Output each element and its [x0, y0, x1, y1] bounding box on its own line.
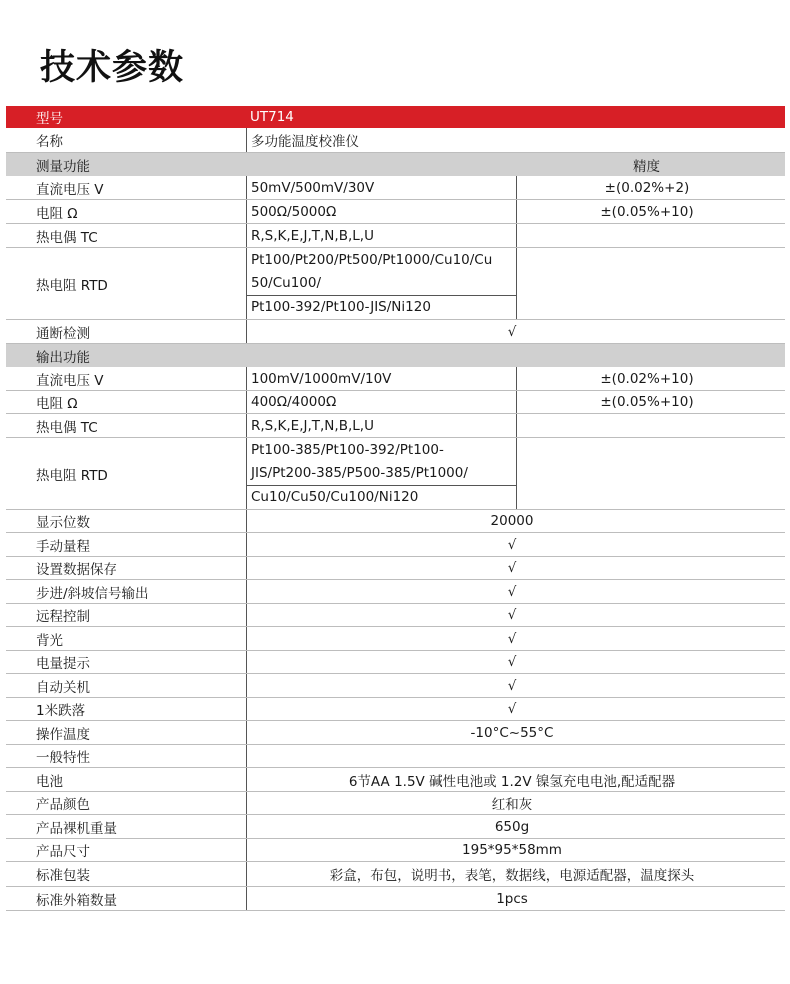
- row-label: 远程控制: [36, 609, 90, 625]
- row-label: 标准包装: [36, 868, 90, 884]
- row-value: √: [246, 698, 777, 720]
- row-label: 热电偶 TC: [36, 419, 98, 436]
- row-value: R,S,K,E,J,T,N,B,L,U: [246, 414, 516, 437]
- row-value: √: [246, 604, 777, 626]
- row-label: 直流电压 V: [36, 181, 104, 198]
- row-value: √: [246, 580, 777, 603]
- rtd-line: Pt100-392/Pt100-JIS/Ni120: [251, 299, 431, 316]
- row-value: -10°C~55°C: [246, 721, 777, 744]
- row-value: R,S,K,E,J,T,N,B,L,U: [246, 224, 516, 247]
- spec-row: [6, 839, 785, 862]
- row-label: 1米跌落: [36, 703, 86, 719]
- spec-row: [6, 674, 785, 698]
- spec-row: [6, 604, 785, 627]
- row-value: √: [246, 651, 777, 673]
- spec-row: [6, 533, 785, 557]
- row-accuracy: [516, 248, 777, 319]
- spec-table: [6, 106, 785, 911]
- row-label: 标准外箱数量: [36, 892, 117, 909]
- spec-row: [6, 721, 785, 745]
- row-value: 1pcs: [246, 887, 777, 910]
- spec-row: [6, 862, 785, 887]
- spec-row: [6, 367, 785, 391]
- row-value: [246, 745, 777, 767]
- rtd-value: [246, 438, 516, 509]
- row-label: 电阻 Ω: [36, 205, 78, 222]
- section-label: 测量功能: [36, 158, 90, 175]
- row-label: 电池: [36, 773, 63, 790]
- row-label: 产品尺寸: [36, 844, 90, 860]
- spec-row: [6, 557, 785, 580]
- rtd-row: [6, 438, 785, 510]
- rtd-line: JIS/Pt200-385/P500-385/Pt1000/: [251, 464, 468, 481]
- row-label: 直流电压 V: [36, 372, 104, 389]
- model-label: 型号: [36, 111, 63, 127]
- spec-row: [6, 580, 785, 604]
- row-label: 通断检测: [36, 325, 90, 342]
- row-value: √: [246, 557, 777, 579]
- row-label: 热电阻 RTD: [36, 467, 108, 484]
- spec-row: [6, 627, 785, 651]
- row-accuracy: ±(0.05%+10): [516, 200, 777, 223]
- row-accuracy: [516, 414, 777, 437]
- spec-row: [6, 651, 785, 674]
- spec-row: [6, 224, 785, 248]
- output-section-header: [6, 344, 785, 367]
- spec-row: [6, 176, 785, 200]
- row-value: √: [246, 674, 777, 697]
- row-label: 手动量程: [36, 538, 90, 555]
- spec-row: [6, 414, 785, 438]
- row-value: 195*95*58mm: [246, 839, 777, 861]
- spec-row: [6, 815, 785, 839]
- row-value: 50mV/500mV/30V: [246, 176, 516, 199]
- row-accuracy: ±(0.05%+10): [516, 391, 777, 413]
- row-value: √: [246, 533, 777, 556]
- spec-row: [6, 391, 785, 414]
- row-accuracy: ±(0.02%+2): [516, 176, 777, 199]
- row-label: 设置数据保存: [36, 562, 117, 578]
- row-value: 650g: [246, 815, 777, 838]
- row-label: 操作温度: [36, 726, 90, 743]
- row-label: 热电阻 RTD: [36, 277, 108, 294]
- spec-row: [6, 792, 785, 815]
- spec-row: [6, 745, 785, 768]
- spec-row: [6, 768, 785, 792]
- measure-section-header: [6, 153, 785, 176]
- row-accuracy: [516, 224, 777, 247]
- row-value: 彩盒，布包，说明书，表笔，数据线，电源适配器，温度探头: [246, 862, 777, 886]
- row-value: √: [246, 320, 777, 343]
- rtd-row: [6, 248, 785, 320]
- spec-row: [6, 320, 785, 344]
- row-label: 热电偶 TC: [36, 229, 98, 246]
- row-label: 自动关机: [36, 679, 90, 696]
- row-label: 显示位数: [36, 515, 90, 531]
- row-value: 20000: [246, 510, 777, 532]
- rtd-line: 50/Cu100/: [251, 274, 322, 291]
- row-value: 红和灰: [246, 792, 777, 814]
- model-row: [6, 106, 785, 128]
- row-value: 400Ω/4000Ω: [246, 391, 516, 413]
- row-accuracy: ±(0.02%+10): [516, 367, 777, 390]
- row-label: 名称: [36, 134, 63, 150]
- row-value: 6节AA 1.5V 碱性电池或 1.2V 镍氢充电电池,配适配器: [246, 768, 777, 791]
- spec-row: [6, 510, 785, 533]
- rtd-line: Pt100-385/Pt100-392/Pt100-: [251, 441, 444, 458]
- spec-row: [6, 200, 785, 224]
- row-label: 背光: [36, 632, 63, 649]
- accuracy-header: 精度: [633, 158, 660, 175]
- row-label: 电阻 Ω: [36, 396, 78, 412]
- row-value: 500Ω/5000Ω: [246, 200, 516, 223]
- rtd-line: Cu10/Cu50/Cu100/Ni120: [251, 489, 419, 506]
- model-value: UT714: [250, 109, 294, 125]
- spec-row: [6, 698, 785, 721]
- row-value: 100mV/1000mV/10V: [246, 367, 516, 390]
- row-label: 电量提示: [36, 656, 90, 672]
- rtd-value: [246, 248, 516, 319]
- spec-row: [6, 887, 785, 911]
- row-label: 产品颜色: [36, 797, 90, 813]
- row-accuracy: [516, 438, 777, 509]
- section-label: 输出功能: [36, 349, 90, 366]
- row-label: 一般特性: [36, 750, 90, 766]
- rtd-line: Pt100/Pt200/Pt500/Pt1000/Cu10/Cu: [251, 251, 493, 268]
- row-label: 步进/斜坡信号输出: [36, 585, 149, 602]
- row-value: 多功能温度校准仪: [246, 128, 777, 152]
- name-row: [6, 128, 785, 153]
- page-title: 技术参数: [40, 48, 185, 88]
- row-value: √: [246, 627, 777, 650]
- row-label: 产品裸机重量: [36, 820, 117, 837]
